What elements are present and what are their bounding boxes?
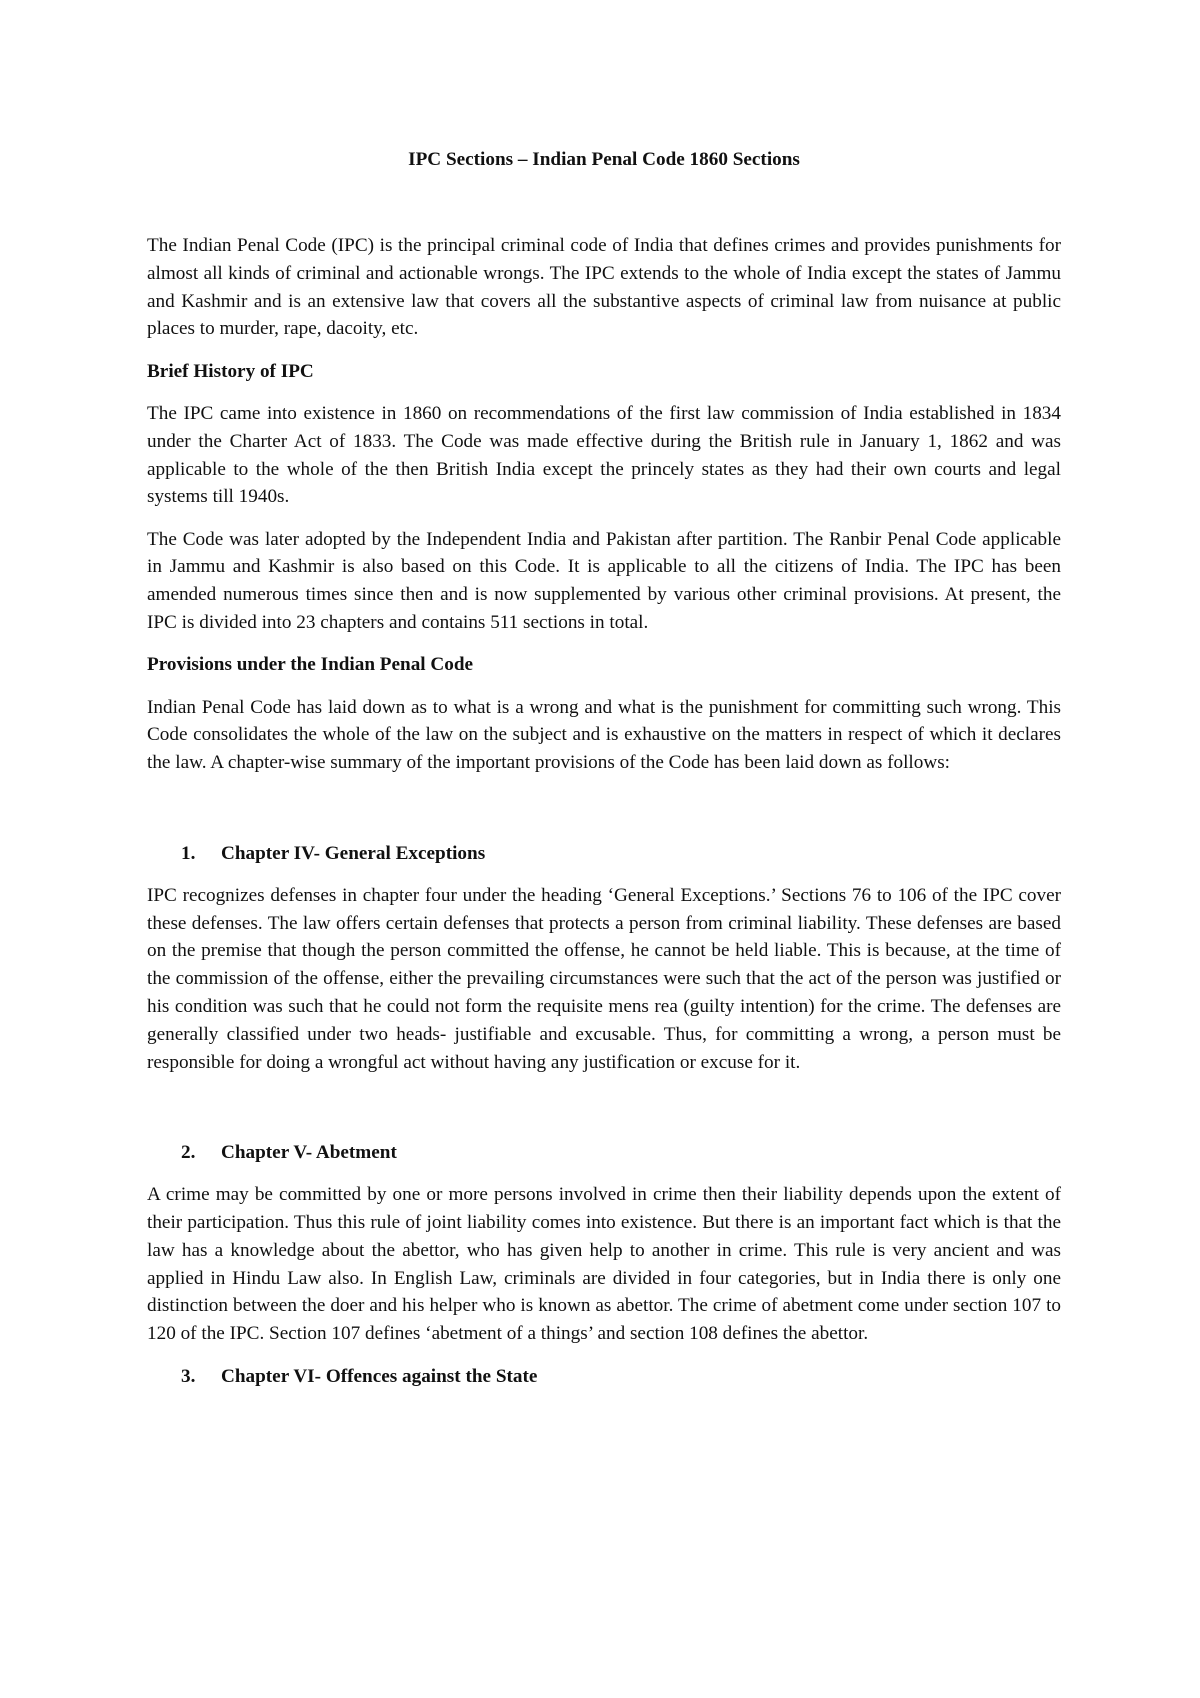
chapter-1-paragraph: IPC recognizes defenses in chapter four under the heading ‘General Exceptions.’ Sections 76 to 106 of the IPC cover these defenses. The law offers certain defenses that protects a person from criminal liability. These defenses are based on the premise that though the person committed the offense, he cannot be held liable. This is because, at the time of the commission of the offense, either the prevailing circumstances were such that the act of the person was justified or his condition was such that he could not form the requisite mens rea (guilty intention) for the crime. The defenses are generally classified under two heads- justifiable and excusable. Thus, for committing a wrong, a person must be responsible for doing a wrongful act without having any justification or excuse for it. <box>147 884 1061 1073</box>
provisions-paragraph: Indian Penal Code has laid down as to what is a wrong and what is the punishment for committing such wrong. This Code consolidates the whole of the law on the subject and is exhaustive on the matters in respect of which it declares the law. A chapter-wise summary of the important provisions of the Code has been laid down as follows: <box>147 696 1061 774</box>
provisions-heading: Provisions under the Indian Penal Code <box>147 654 474 676</box>
intro-paragraph: The Indian Penal Code (IPC) is the principal criminal code of India that defines crimes and provides punishments for almost all kinds of criminal and actionable wrongs. The IPC extends to the whole of India except the states of Jammu and Kashmir and is an extensive law that covers all the substantive aspects of criminal law from nuisance at public places to murder, rape, dacoity, etc. <box>147 235 1061 340</box>
chapter-2-heading <box>147 1139 1061 1167</box>
chapter-3-title: Chapter VI- Offences against the State <box>221 1365 538 1387</box>
document-body <box>147 232 1061 1405</box>
chapter-2-number: 2. <box>181 1141 196 1163</box>
chapter-1-number: 1. <box>181 842 196 864</box>
chapter-1-heading <box>147 840 1061 868</box>
page-title: IPC Sections – Indian Penal Code 1860 Sections <box>408 149 800 170</box>
chapter-3-number: 3. <box>181 1365 196 1387</box>
chapter-3-heading <box>147 1363 1061 1391</box>
chapter-2-title: Chapter V- Abetment <box>221 1141 397 1163</box>
history-paragraph-2: The Code was later adopted by the Independent India and Pakistan after partition. The Ranbir Penal Code applicable in Jammu and Kashmir is also based on this Code. It is applicable to all the citizens of India. The IPC has been amended numerous times since then and is now supplemented by various other criminal provisions. At present, the IPC is divided into 23 chapters and contains 511 sections in total. <box>147 528 1061 634</box>
history-paragraph-1: The IPC came into existence in 1860 on recommendations of the first law commission of India established in 1834 under the Charter Act of 1833. The Code was made effective during the British rule in January 1, 1862 and was applicable to the whole of the then British India except the princely states as they had their own courts and legal systems till 1940s. <box>147 402 1061 508</box>
chapter-1-title: Chapter IV- General Exceptions <box>221 842 486 864</box>
history-heading: Brief History of IPC <box>147 360 314 382</box>
chapter-2-paragraph: A crime may be committed by one or more persons involved in crime then their liability depends upon the extent of their participation. Thus this rule of joint liability comes into existence. But there is an important fact which is that the law has a knowledge about the abettor, who has given help to another in crime. This rule is very ancient and was applied in Hindu Law also. In English Law, criminals are divided in four categories, but in India there is only one distinction between the doer and his helper who is known as abettor. The crime of abetment come under section 107 to 120 of the IPC. Section 107 defines ‘abetment of a things’ and section 108 defines the abettor. <box>147 1184 1061 1345</box>
